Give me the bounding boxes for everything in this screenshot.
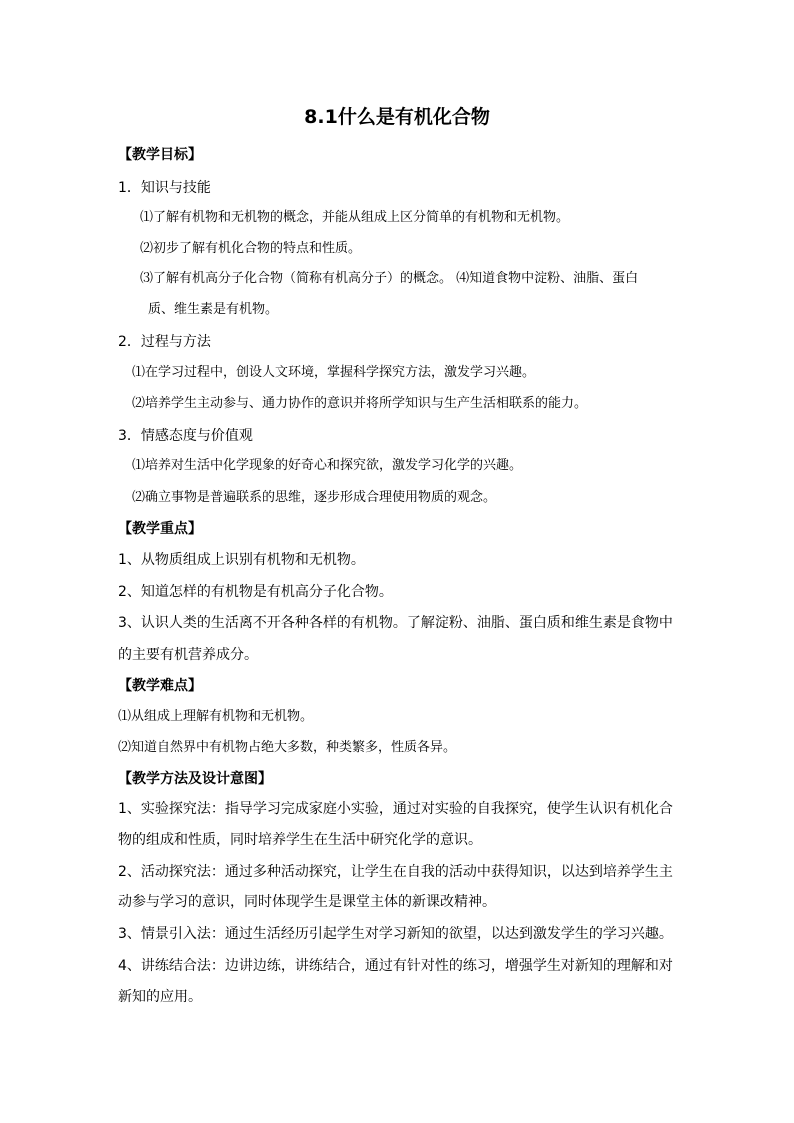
method-line: 新知的应用。: [118, 989, 202, 1005]
objective-item: ⑴了解有机物和无机物的概念，并能从组成上区分简单的有机物和无机物。: [140, 210, 570, 225]
method-line: 2、活动探究法：通过多种活动探究，让学生在自我的活动中获得知识，以达到培养学生主: [118, 864, 673, 880]
key-point-line: 1、从物质组成上识别有机物和无机物。: [118, 552, 365, 568]
subheading-knowledge-skills: 1．知识与技能: [118, 180, 211, 196]
subheading-attitudes-values: 3．情感态度与价值观: [118, 428, 253, 444]
page-title: 8.1什么是有机化合物: [304, 106, 490, 128]
method-line: 4、讲练结合法：边讲边练，讲练结合，通过有针对性的练习，增强学生对新知的理解和对: [118, 958, 673, 974]
subheading-process-methods: 2．过程与方法: [118, 334, 211, 350]
objective-item-continued: 质、维生素是有机物。: [148, 302, 279, 317]
method-line: 3、情景引入法：通过生活经历引起学生对学习新知的欲望，以达到激发学生的学习兴趣。: [118, 926, 673, 942]
difficulty-line: ⑵知道自然界中有机物占绝大多数，种类繁多，性质各异。: [118, 740, 457, 755]
objective-item: ⑵培养学生主动参与、通力协作的意识并将所学知识与生产生活相联系的能力。: [132, 396, 588, 411]
objective-item: ⑴在学习过程中，创设人文环境，掌握科学探究方法，激发学习兴趣。: [132, 365, 536, 380]
method-line: 物的组成和性质，同时培养学生在生活中研究化学的意识。: [118, 832, 482, 848]
section-heading-difficulties: 【教学难点】: [118, 678, 202, 694]
key-point-line: 2、知道怎样的有机物是有机高分子化合物。: [118, 584, 393, 600]
objective-item: ⑶了解有机高分子化合物（简称有机高分子）的概念。 ⑷知道食物中淀粉、油脂、蛋白: [140, 271, 639, 286]
key-point-line: 3、认识人类的生活离不开各种各样的有机物。了解淀粉、油脂、蛋白质和维生素是食物中: [118, 615, 673, 631]
section-heading-objectives: 【教学目标】: [118, 147, 202, 163]
difficulty-line: ⑴从组成上理解有机物和无机物。: [118, 709, 314, 724]
objective-item: ⑵确立事物是普遍联系的思维，逐步形成合理使用物质的观念。: [132, 490, 497, 505]
objective-item: ⑵初步了解有机化合物的特点和性质。: [140, 241, 362, 256]
section-heading-methods: 【教学方法及设计意图】: [118, 771, 272, 787]
objective-item: ⑴培养对生活中化学现象的好奇心和探究欲，激发学习化学的兴趣。: [132, 458, 523, 473]
key-point-line: 的主要有机营养成分。: [118, 647, 258, 663]
method-line: 1、实验探究法：指导学习完成家庭小实验，通过对实验的自我探究，使学生认识有机化合: [118, 801, 673, 817]
section-heading-key-points: 【教学重点】: [118, 521, 202, 537]
method-line: 动参与学习的意识，同时体现学生是课堂主体的新课改精神。: [118, 894, 496, 910]
